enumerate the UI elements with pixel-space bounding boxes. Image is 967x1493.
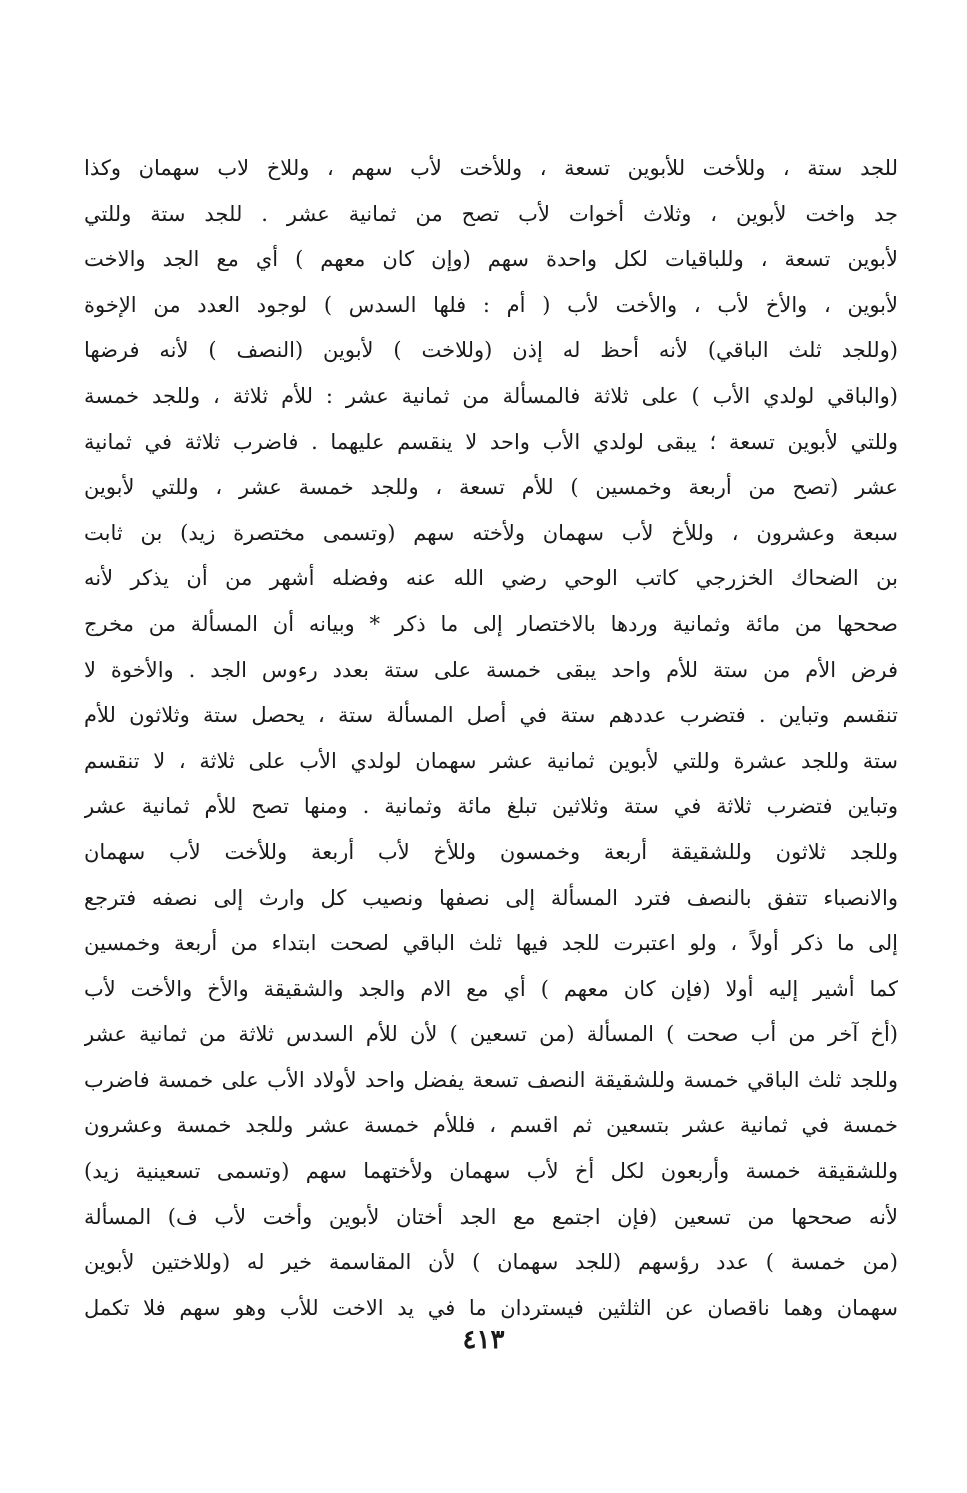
text-line: وللتي لأبوين تسعة ؛ يبقى لولدي الأب واحد لا ينقسم عليهما . فاضرب ثلاثة في ثمانية [84,429,898,454]
text-line: (وللجد ثلث الباقي) لأنه أحظ له إذن (وللاخت ) لأبوين (النصف ) لأنه فرضها [84,338,898,363]
text-line: (والباقي لولدي الأب ) على ثلاثة فالمسألة من ثمانية عشر : للأم ثلاثة ، وللجد خمسة [84,383,898,408]
body-text [84,146,898,1331]
text-line: وللجد ثلاثون وللشقيقة أربعة وخمسون وللأخ لأب أربعة وللأخت لأب سهمان [84,839,898,864]
page-number: ٤١٣ [462,1325,505,1355]
text-line: ستة وللجد عشرة وللتي لأبوين ثمانية عشر سهمان لولدي الأب على ثلاثة ، لا تنقسم [84,748,898,773]
text-line: عشر (تصح من أربعة وخمسين ) للأم تسعة ، وللجد خمسة عشر ، وللتي لأبوين [84,475,898,500]
text-line: وللجد ثلث الباقي خمسة وللشقيقة النصف تسعة يفضل واحد لأولاد الأب على خمسة فاضرب [84,1067,898,1092]
text-line: جد واخت لأبوين ، وثلاث أخوات لأب تصح من ثمانية عشر . للجد ستة وللتي [84,201,898,226]
text-line: لأنه صححها من تسعين (فإن اجتمع مع الجد أختان لأبوين وأخت لأب ف) المسألة [84,1204,898,1229]
text-line: لأبوين ، والأخ لأب ، والأخت لأب ( أم : فلها السدس ) لوجود العدد من الإخوة [84,292,898,317]
text-line: والانصباء تتفق بالنصف فترد المسألة إلى نصفها ونصيب كل وارث إلى نصفه فترجع [84,885,898,910]
text-line: وتباين فتضرب ثلاثة في ستة وثلاثين تبلغ مائة وثمانية . ومنها تصح للأم ثمانية عشر [84,794,898,819]
text-line: تنقسم وتباين . فتضرب عددهم ستة في أصل المسألة ستة ، يحصل ستة وثلاثون للأم [84,703,898,728]
text-line: وللشقيقة خمسة وأربعون لكل أخ لأب سهمان ولأختهما سهم (وتسمى تسعينية زيد) [84,1159,898,1184]
text-line: إلى ما ذكر أولاً ، ولو اعتبرت للجد فيها ثلث الباقي لصحت ابتداء من أربعة وخمسين [84,931,898,956]
text-line: (من خمسة ) عدد رؤسهم (للجد سهمان ) لأن المقاسمة خير له (وللاختين لأبوين [84,1250,898,1275]
text-line: بن الضحاك الخزرجي كاتب الوحي رضي الله عنه وفضله أشهر من أن يذكر لأنه [84,566,898,591]
text-line: (أخ آخر من أب صحت ) المسألة (من تسعين ) لأن للأم السدس ثلاثة من ثمانية عشر [84,1022,898,1047]
text-line: خمسة في ثمانية عشر بتسعين ثم اقسم ، فللأم خمسة عشر وللجد خمسة وعشرون [84,1113,898,1138]
text-line: صححها من مائة وثمانية وردها بالاختصار إلى ما ذكر * وبيانه أن المسألة من مخرج [84,611,898,636]
text-line: سهمان وهما ناقصان عن الثلثين فيستردان ما في يد الاخت للأب وهو سهم فلا تكمل [84,1295,898,1320]
text-line: للجد ستة ، وللأخت للأبوين تسعة ، وللأخت لأب سهم ، وللاخ لاب سهمان وكذا [84,156,898,180]
text-line: كما أشير إليه أولا (فإن كان معهم ) أي مع الام والجد والشقيقة والأخ والأخت لأب [84,976,898,1001]
text-line: سبعة وعشرون ، وللأخ لأب سهمان ولأخته سهم (وتسمى مختصرة زيد) بن ثابت [84,520,898,545]
text-line: فرض الأم من ستة للأم واحد يبقى خمسة على ستة بعدد رءوس الجد . والأخوة لا [84,657,898,682]
text-line: لأبوين تسعة ، وللباقيات لكل واحدة سهم (وإن كان معهم ) أي مع الجد والاخت [84,247,898,272]
